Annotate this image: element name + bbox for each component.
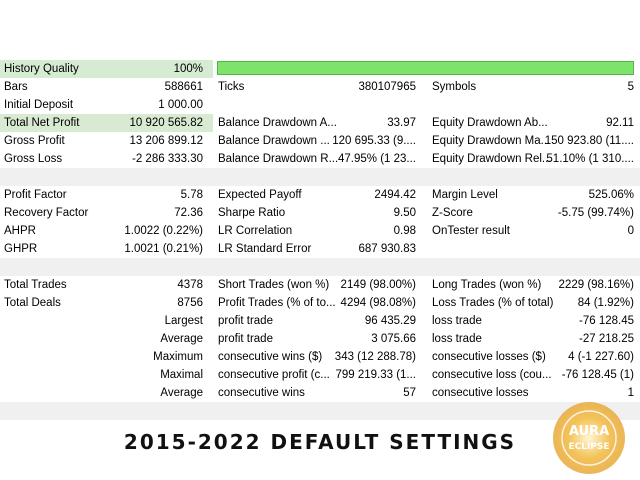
average-profit-value: 3 075.66 (371, 333, 416, 345)
maximal-label: Maximal (160, 369, 203, 381)
profit-factor-label: Profit Factor (4, 189, 67, 201)
z-score-value: -5.75 (99.74%) (557, 207, 634, 219)
total-deals-value: 8756 (177, 297, 203, 309)
ahpr-label: AHPR (4, 225, 36, 237)
profit-trades-label: Profit Trades (% of to... (218, 297, 336, 309)
balance-dd-abs-value: 33.97 (387, 117, 416, 129)
sharpe-ratio-value: 9.50 (393, 207, 416, 219)
row-recovery-factor (0, 204, 640, 222)
max-consec-wins-label: consecutive wins ($) (218, 351, 323, 363)
total-trades-label: Total Trades (4, 279, 67, 291)
balance-dd-abs-label: Balance Drawdown A... (218, 117, 337, 129)
symbols-value: 5 (627, 81, 634, 93)
logo-line2: ECLIPSE (568, 442, 610, 452)
z-score-label: Z-Score (432, 207, 473, 219)
ghpr-label: GHPR (4, 243, 38, 255)
average-loss-value: -27 218.25 (579, 333, 634, 345)
ahpr-value: 1.0022 (0.22%) (124, 225, 203, 237)
avg-consec-losses-value: 1 (627, 387, 634, 399)
lr-std-error-value: 687 930.83 (358, 243, 416, 255)
equity-dd-max-value: 150 923.80 (11.... (544, 135, 634, 147)
row-total-deals (0, 294, 640, 312)
balance-dd-max-value: 120 695.33 (9.... (332, 135, 416, 147)
symbols-label: Symbols (432, 81, 477, 93)
gross-profit-label: Gross Profit (4, 135, 65, 147)
row-maximum (0, 348, 640, 366)
row-gross-profit (0, 132, 640, 150)
row-average-consecutive (0, 384, 640, 402)
long-trades-label: Long Trades (won %) (432, 279, 542, 291)
row-largest (0, 312, 640, 330)
largest-loss-value: -76 128.45 (579, 315, 634, 327)
row-history-quality (0, 60, 640, 78)
average-profit-label: profit trade (218, 333, 273, 345)
recovery-factor-label: Recovery Factor (4, 207, 89, 219)
maximal-consec-profit-label: consecutive profit (c... (218, 369, 330, 381)
row-maximal (0, 366, 640, 384)
logo-badge-icon (551, 400, 627, 476)
equity-dd-max-label: Equity Drawdown Ma... (432, 135, 551, 147)
row-spacer (0, 168, 640, 186)
gross-profit-value: 13 206 899.12 (129, 135, 203, 147)
aura-eclipse-logo (551, 400, 627, 476)
largest-label: Largest (164, 315, 203, 327)
history-quality-label: History Quality (4, 63, 79, 75)
bars-value: 588661 (164, 81, 203, 93)
total-deals-label: Total Deals (4, 297, 61, 309)
row-bars (0, 78, 640, 96)
recovery-factor-value: 72.36 (174, 207, 203, 219)
row-ghpr (0, 240, 640, 258)
maximum-label: Maximum (153, 351, 203, 363)
logo-line1: AURA (568, 424, 610, 439)
row-spacer (0, 258, 640, 276)
gross-loss-label: Gross Loss (4, 153, 63, 165)
equity-dd-abs-value: 92.11 (606, 117, 634, 129)
average-loss-label: loss trade (432, 333, 482, 345)
balance-dd-rel-label: Balance Drawdown R... (218, 153, 339, 165)
largest-profit-value: 96 435.29 (364, 315, 416, 327)
margin-level-value: 525.06% (588, 189, 634, 201)
initial-deposit-label: Initial Deposit (4, 99, 74, 111)
avg-consec-wins-label: consecutive wins (218, 387, 305, 399)
caption-title: 2015-2022 DEFAULT SETTINGS (123, 430, 517, 454)
lr-std-error-label: LR Standard Error (218, 243, 312, 255)
bars-label: Bars (4, 81, 28, 93)
equity-dd-abs-label: Equity Drawdown Ab... (432, 117, 548, 129)
short-trades-label: Short Trades (won %) (218, 279, 330, 291)
lr-correlation-label: LR Correlation (218, 225, 293, 237)
ghpr-value: 1.0021 (0.21%) (124, 243, 203, 255)
long-trades-value: 2229 (98.16%) (558, 279, 634, 291)
avg-consec-losses-label: consecutive losses (432, 387, 529, 399)
maximal-consec-profit-value: 799 219.33 (1... (335, 369, 416, 381)
row-total-trades (0, 276, 640, 294)
maximal-consec-loss-label: consecutive loss (cou... (432, 369, 552, 381)
maximal-consec-loss-value: -76 128.45 (1) (561, 369, 634, 381)
ticks-label: Ticks (218, 81, 245, 93)
profit-trades-value: 4294 (98.08%) (340, 297, 416, 309)
equity-dd-rel-label: Equity Drawdown Rel... (432, 153, 552, 165)
max-consec-losses-value: 4 (-1 227.60) (568, 351, 634, 363)
row-total-net-profit (0, 114, 640, 132)
loss-trades-label: Loss Trades (% of total) (432, 297, 554, 309)
avg-consec-wins-value: 57 (403, 387, 416, 399)
ontester-result-label: OnTester result (432, 225, 510, 237)
max-consec-wins-value: 343 (12 288.78) (334, 351, 416, 363)
gross-loss-value: -2 286 333.30 (132, 153, 203, 165)
strategy-tester-report (0, 60, 640, 420)
margin-level-label: Margin Level (432, 189, 498, 201)
largest-loss-label: loss trade (432, 315, 482, 327)
ticks-value: 380107965 (358, 81, 416, 93)
equity-dd-rel-value: 51.10% (1 310.... (546, 153, 634, 165)
row-gross-loss (0, 150, 640, 168)
average-label: Average (160, 333, 203, 345)
balance-dd-max-label: Balance Drawdown ... (218, 135, 330, 147)
average-consec-label: Average (160, 387, 203, 399)
initial-deposit-value: 1 000.00 (158, 99, 203, 111)
short-trades-value: 2149 (98.00%) (340, 279, 416, 291)
row-profit-factor (0, 186, 640, 204)
ontester-result-value: 0 (627, 225, 634, 237)
sharpe-ratio-label: Sharpe Ratio (218, 207, 286, 219)
net-profit-value: 10 920 565.82 (129, 117, 203, 129)
profit-factor-value: 5.78 (180, 189, 203, 201)
row-spacer (0, 402, 640, 420)
max-consec-losses-label: consecutive losses ($) (432, 351, 546, 363)
total-trades-value: 4378 (177, 279, 203, 291)
expected-payoff-value: 2494.42 (374, 189, 416, 201)
history-quality-value: 100% (173, 63, 203, 75)
history-quality-bar (217, 61, 634, 75)
loss-trades-value: 84 (1.92%) (577, 297, 634, 309)
row-average (0, 330, 640, 348)
largest-profit-label: profit trade (218, 315, 273, 327)
row-initial-deposit (0, 96, 640, 114)
row-ahpr (0, 222, 640, 240)
lr-correlation-value: 0.98 (393, 225, 416, 237)
expected-payoff-label: Expected Payoff (218, 189, 302, 201)
net-profit-label: Total Net Profit (4, 117, 80, 129)
balance-dd-rel-value: 47.95% (1 23... (338, 153, 416, 165)
